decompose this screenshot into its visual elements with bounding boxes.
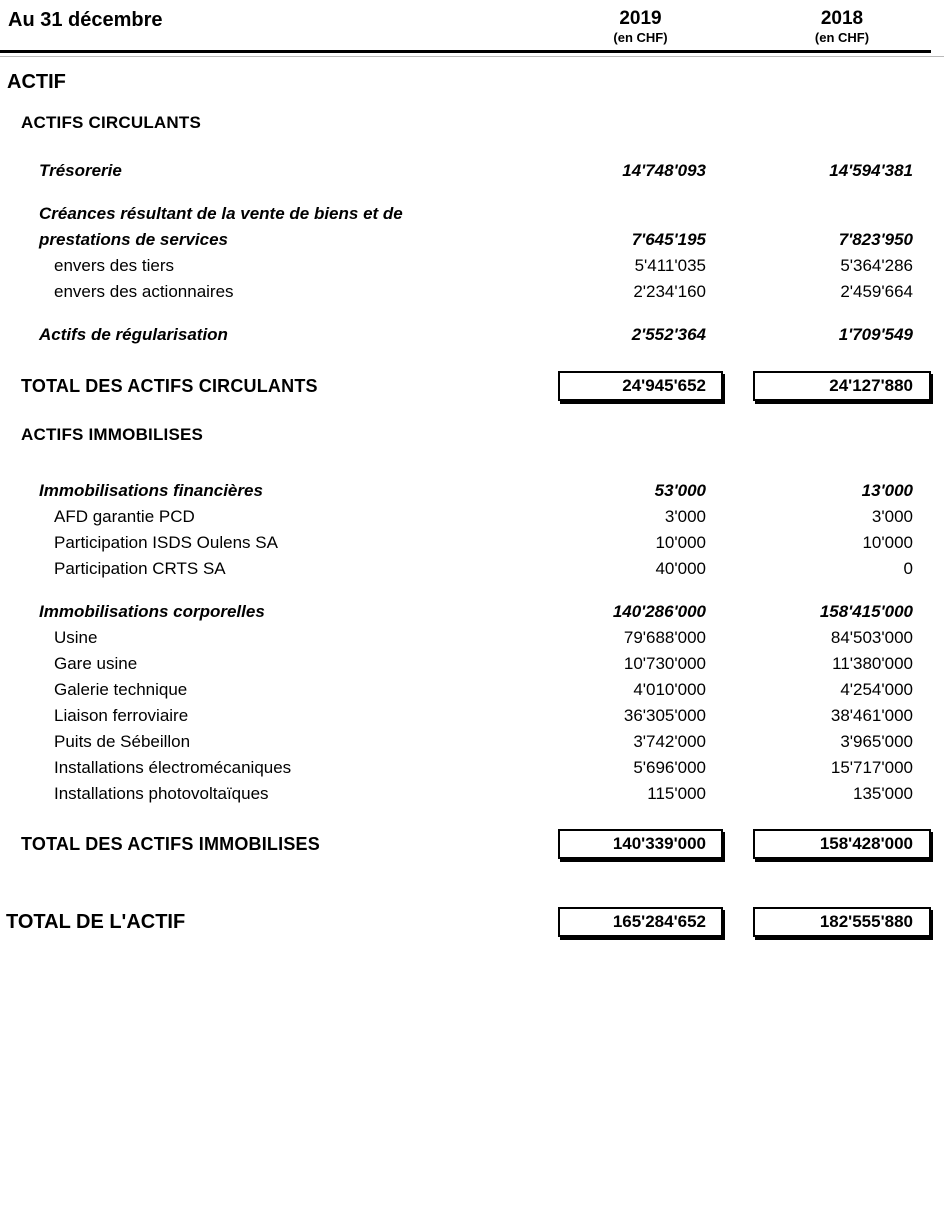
row-value-2018: 3'000 (871, 507, 913, 526)
total-box-2018: 158'428'000 (753, 829, 931, 859)
total-box-2019: 24'945'652 (558, 371, 723, 401)
row-label: Trésorerie (39, 161, 122, 180)
row-value-2019: 7'645'195 (631, 230, 706, 249)
subsection-actifs-immobilises (0, 422, 931, 448)
grand-total-label: TOTAL DE L'ACTIF (6, 911, 186, 933)
row-liaison-ferroviaire (0, 703, 931, 729)
row-value-2018: 1'709'549 (838, 325, 913, 344)
row-usine (0, 625, 931, 651)
row-creances-line1 (0, 201, 931, 227)
row-label: envers des tiers (54, 256, 174, 275)
currency-unit-2019: (en CHF) (613, 30, 668, 45)
row-value-2019: 140'286'000 (612, 602, 706, 621)
row-immobilisations-financieres (0, 478, 931, 504)
row-value-2018: 4'254'000 (840, 680, 913, 699)
row-afd-garantie-pcd (0, 504, 931, 530)
year-2019-label: 2019 (619, 8, 662, 29)
row-label: Installations électromécaniques (54, 758, 292, 777)
currency-unit-2018: (en CHF) (814, 30, 870, 45)
row-label: Immobilisations financières (39, 481, 263, 500)
row-value-2018: 38'461'000 (830, 706, 913, 725)
row-value-2019: 3'742'000 (633, 732, 706, 751)
year-2018-label: 2018 (820, 8, 864, 29)
total-box-2018: 24'127'880 (753, 371, 931, 401)
row-label: AFD garantie PCD (54, 507, 195, 526)
row-label: Puits de Sébeillon (54, 732, 191, 751)
grand-total-box-2019: 165'284'652 (558, 907, 723, 937)
row-value-2018: 14'594'381 (829, 161, 913, 180)
row-value-2018: 15'717'000 (830, 758, 913, 777)
table-header (0, 8, 931, 45)
row-label: Installations photovoltaïques (54, 784, 269, 803)
row-value-2019: 10'000 (655, 533, 706, 552)
row-value-2019: 36'305'000 (623, 706, 706, 725)
row-value-2019: 53'000 (654, 481, 706, 500)
row-label: envers des actionnaires (54, 282, 234, 301)
row-value-2018: 135'000 (853, 784, 913, 803)
row-installations-photovoltaiques (0, 781, 931, 807)
row-value-2018: 0 (903, 559, 913, 578)
row-value-2019: 5'411'035 (634, 256, 706, 275)
row-immobilisations-corporelles (0, 599, 931, 625)
row-label: Gare usine (54, 654, 138, 673)
row-value-2018: 5'364'286 (840, 256, 913, 275)
row-label: Créances résultant de la vente de biens et de (39, 204, 403, 223)
row-value-2019: 14'748'093 (622, 161, 706, 180)
row-label: Participation CRTS SA (54, 559, 226, 578)
row-value-2018: 7'823'950 (838, 230, 913, 249)
row-value-2018: 3'965'000 (840, 732, 913, 751)
row-total-de-l-actif (0, 905, 931, 939)
row-label: Galerie technique (54, 680, 188, 699)
subsection-label: ACTIFS IMMOBILISES (21, 425, 204, 444)
row-total-actifs-circulants (0, 369, 931, 403)
row-value-2019: 79'688'000 (623, 628, 706, 647)
row-creances-line2 (0, 227, 931, 253)
row-total-actifs-immobilises (0, 827, 931, 861)
row-value-2019: 115'000 (647, 784, 706, 803)
column-header-2018 (753, 8, 931, 45)
total-label: TOTAL DES ACTIFS IMMOBILISES (21, 834, 320, 854)
section-label: ACTIF (7, 71, 66, 93)
row-galerie-technique (0, 677, 931, 703)
row-label: Participation ISDS Oulens SA (54, 533, 278, 552)
report-title: Au 31 décembre (8, 9, 163, 31)
header-rule (0, 50, 931, 53)
row-puits-de-sebeillon (0, 729, 931, 755)
grand-total-box-2018: 182'555'880 (753, 907, 931, 937)
row-participation-isds-oulens (0, 530, 931, 556)
row-value-2019: 2'234'160 (633, 282, 706, 301)
row-actifs-regularisation (0, 322, 931, 348)
row-value-2018: 84'503'000 (830, 628, 913, 647)
row-value-2019: 2'552'364 (631, 325, 706, 344)
subsection-label: ACTIFS CIRCULANTS (21, 113, 201, 132)
row-label: Immobilisations corporelles (39, 602, 265, 621)
row-envers-des-actionnaires (0, 279, 931, 305)
row-value-2018: 11'380'000 (832, 654, 913, 673)
row-value-2018: 10'000 (862, 533, 913, 552)
row-participation-crts (0, 556, 931, 582)
row-label: prestations de services (39, 230, 228, 249)
row-value-2019: 4'010'000 (633, 680, 706, 699)
row-tresorerie (0, 158, 931, 184)
row-value-2019: 10'730'000 (623, 654, 706, 673)
section-actif (0, 69, 931, 95)
row-label: Liaison ferroviaire (54, 706, 189, 725)
row-value-2019: 3'000 (664, 507, 706, 526)
total-label: TOTAL DES ACTIFS CIRCULANTS (21, 376, 318, 396)
row-label: Actifs de régularisation (39, 325, 228, 344)
row-value-2019: 5'696'000 (633, 758, 706, 777)
row-value-2018: 13'000 (861, 481, 913, 500)
row-gare-usine (0, 651, 931, 677)
row-value-2018: 2'459'664 (840, 282, 913, 301)
column-header-2019 (558, 8, 723, 45)
total-box-2019: 140'339'000 (558, 829, 723, 859)
row-value-2019: 40'000 (655, 559, 706, 578)
row-label: Usine (54, 628, 98, 647)
subsection-actifs-circulants (0, 110, 931, 136)
header-rule-shadow (0, 56, 944, 57)
row-installations-electromecaniques (0, 755, 931, 781)
row-value-2018: 158'415'000 (819, 602, 913, 621)
row-envers-des-tiers (0, 253, 931, 279)
